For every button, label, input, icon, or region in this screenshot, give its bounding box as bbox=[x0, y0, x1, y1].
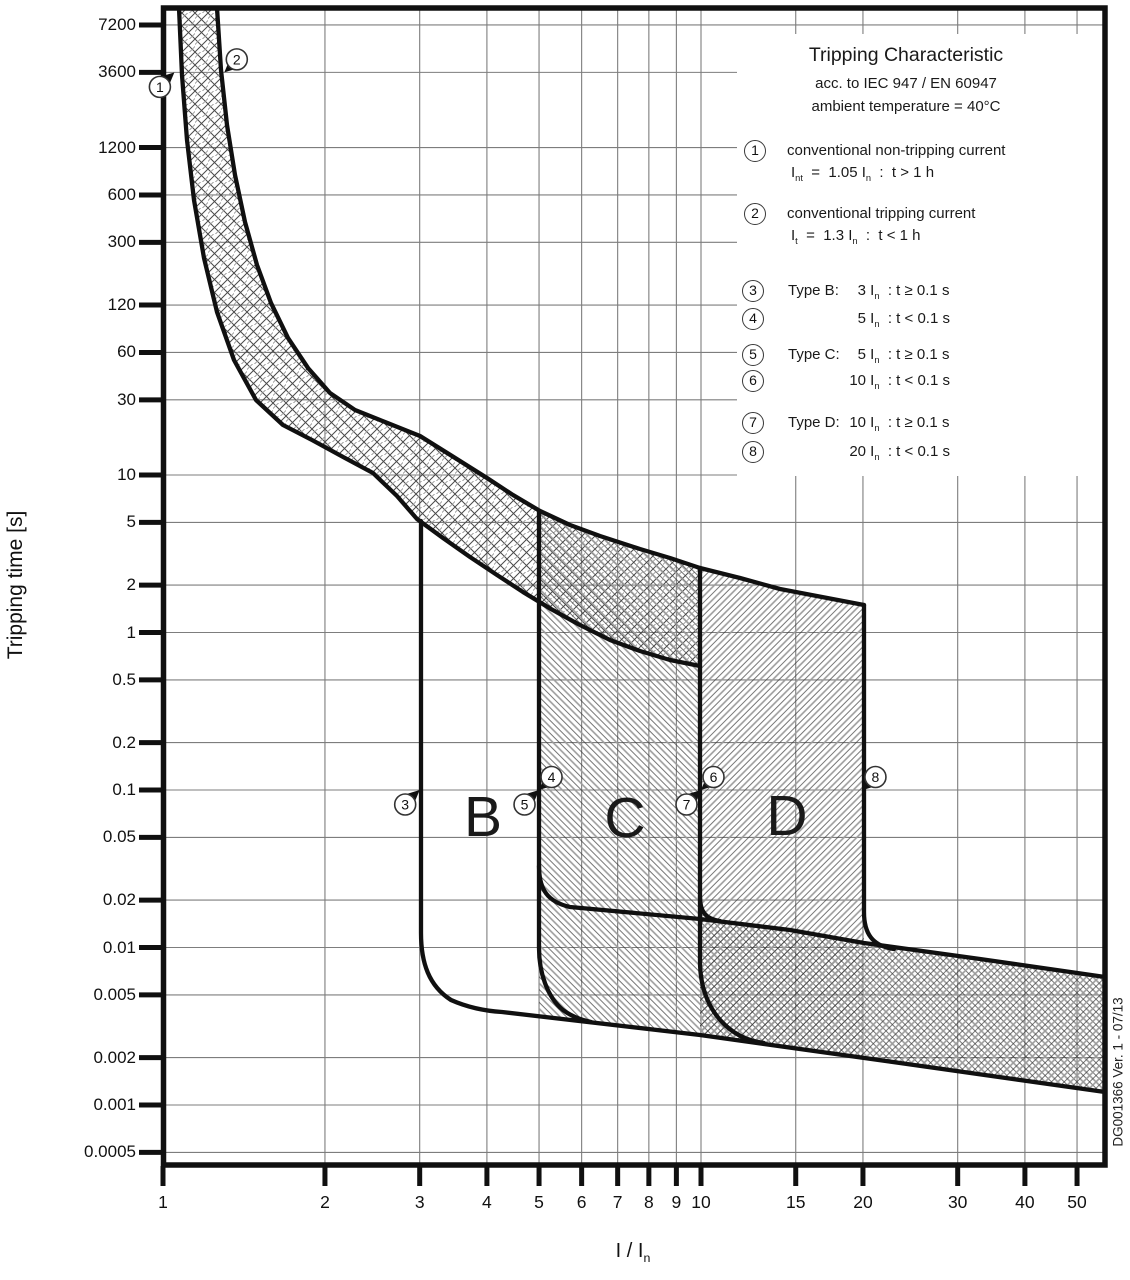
legend-formula-2: $I_t = 1.3$ $I_n$ : t < 1 h bbox=[791, 227, 921, 246]
legend-circle-6: 6 bbox=[742, 370, 764, 392]
chart-title-block bbox=[740, 44, 1072, 115]
legend-type-c-label: Type C: bbox=[788, 346, 840, 363]
legend-type-c-line1-num: 5 bbox=[857, 346, 866, 363]
x-tick-label: 2 bbox=[320, 1192, 330, 1212]
x-tick-label: 9 bbox=[671, 1192, 682, 1212]
legend-type-d-line1: $I_n$ : t ≥ 0.1 s bbox=[866, 414, 950, 433]
y-tick-label: 0.05 bbox=[102, 827, 136, 847]
x-tick-label: 20 bbox=[853, 1192, 873, 1212]
marker-number-6: 6 bbox=[709, 769, 718, 785]
type-c-region-fill bbox=[539, 511, 700, 1035]
x-tick-label: 3 bbox=[414, 1192, 425, 1212]
y-tick-label: 0.5 bbox=[112, 669, 136, 689]
x-tick-label: 4 bbox=[482, 1192, 492, 1212]
y-tick-label: 60 bbox=[117, 342, 136, 362]
legend-formula-1: $I_{nt} = 1.05$ $I_n$ : t > 1 h bbox=[791, 164, 935, 183]
legend-type-d-line2: $I_n$ : t < 0.1 s bbox=[866, 443, 950, 462]
y-tick-label: 120 bbox=[107, 295, 136, 315]
y-tick-label: 0.01 bbox=[102, 937, 136, 957]
marker-number-5: 5 bbox=[520, 796, 529, 813]
legend-type-d-label: Type D: bbox=[788, 414, 840, 431]
legend-circle-2: 2 bbox=[744, 203, 766, 225]
chart-ambient: ambient temperature = 40°C bbox=[811, 98, 1001, 115]
x-tick-label: 40 bbox=[1015, 1192, 1035, 1212]
x-tick-label: 7 bbox=[612, 1192, 623, 1212]
legend-type-b-label: Type B: bbox=[788, 282, 839, 299]
legend-type-c-line1: $I_n$ : t ≥ 0.1 s bbox=[866, 346, 950, 365]
legend-type-b-line1-num: 3 bbox=[857, 282, 866, 299]
legend-type-d-line2-num: 20 bbox=[849, 443, 866, 460]
y-tick-label: 2 bbox=[126, 575, 136, 595]
y-tick-label: 5 bbox=[126, 512, 136, 532]
marker-number-4: 4 bbox=[547, 769, 556, 785]
legend-circle-5: 5 bbox=[742, 344, 764, 366]
y-tick-label: 0.0005 bbox=[84, 1142, 136, 1162]
x-tick-label: 30 bbox=[947, 1192, 968, 1212]
x-tick-label: 5 bbox=[534, 1192, 544, 1212]
y-tick-label: 3600 bbox=[98, 62, 136, 82]
legend-circle-3: 3 bbox=[742, 280, 764, 302]
legend-circle-4: 4 bbox=[742, 308, 764, 330]
region-label-b: B bbox=[463, 785, 503, 849]
chart-title: Tripping Characteristic bbox=[808, 44, 1004, 66]
y-tick-label: 0.002 bbox=[93, 1047, 136, 1067]
legend-type-c-line2: $I_n$ : t < 0.1 s bbox=[866, 372, 950, 391]
y-tick-label: 0.02 bbox=[102, 890, 136, 910]
y-tick-label: 0.005 bbox=[93, 984, 136, 1004]
x-tick-label: 10 bbox=[691, 1192, 711, 1212]
y-axis-title: Tripping time [s] bbox=[4, 510, 27, 660]
legend-circle-7: 7 bbox=[742, 412, 764, 434]
x-tick-label: 1 bbox=[158, 1192, 168, 1212]
marker-number-2: 2 bbox=[232, 51, 241, 68]
y-tick-label: 0.2 bbox=[112, 732, 136, 752]
legend-label-1: conventional non-tripping current bbox=[787, 142, 1006, 159]
chart-standard: acc. to IEC 947 / EN 60947 bbox=[815, 75, 997, 92]
marker-number-8: 8 bbox=[871, 769, 880, 785]
x-tick-label: 15 bbox=[786, 1192, 806, 1212]
y-tick-label: 1200 bbox=[98, 137, 136, 157]
y-tick-label: 30 bbox=[117, 389, 136, 409]
y-tick-label: 7200 bbox=[98, 14, 136, 34]
y-tick-label: 1 bbox=[126, 622, 136, 642]
fast-trip-band-fill-front bbox=[700, 919, 1105, 1092]
legend-type-b-line2-num: 5 bbox=[857, 310, 866, 327]
y-tick-label: 10 bbox=[117, 465, 136, 484]
y-tick-label: 0.001 bbox=[93, 1095, 136, 1114]
legend-label-2: conventional tripping current bbox=[787, 205, 976, 222]
region-label-c: C bbox=[604, 786, 646, 850]
y-tick-label: 0.1 bbox=[112, 780, 136, 799]
region-label-d: D bbox=[766, 784, 808, 848]
y-tick-label: 600 bbox=[107, 184, 136, 204]
marker-number-3: 3 bbox=[401, 796, 410, 813]
y-tick-label: 300 bbox=[107, 232, 136, 252]
legend-type-b-line1: $I_n$ : t ≥ 0.1 s bbox=[866, 282, 950, 301]
legend-type-d-line1-num: 10 bbox=[849, 414, 866, 431]
x-tick-label: 50 bbox=[1067, 1192, 1087, 1212]
document-number: DG001366 Ver. 1 - 07/13 bbox=[1110, 997, 1126, 1147]
x-tick-label: 6 bbox=[576, 1192, 587, 1212]
marker-number-7: 7 bbox=[682, 796, 691, 813]
x-tick-label: 8 bbox=[643, 1192, 654, 1212]
x-axis-title: I / $I_n$ bbox=[615, 1240, 651, 1265]
legend-circle-8: 8 bbox=[742, 441, 764, 463]
legend-type-b-line2: $I_n$ : t < 0.1 s bbox=[866, 310, 950, 329]
legend-circle-1: 1 bbox=[744, 140, 766, 162]
legend-type-c-line2-num: 10 bbox=[849, 372, 866, 389]
marker-number-1: 1 bbox=[156, 78, 164, 95]
